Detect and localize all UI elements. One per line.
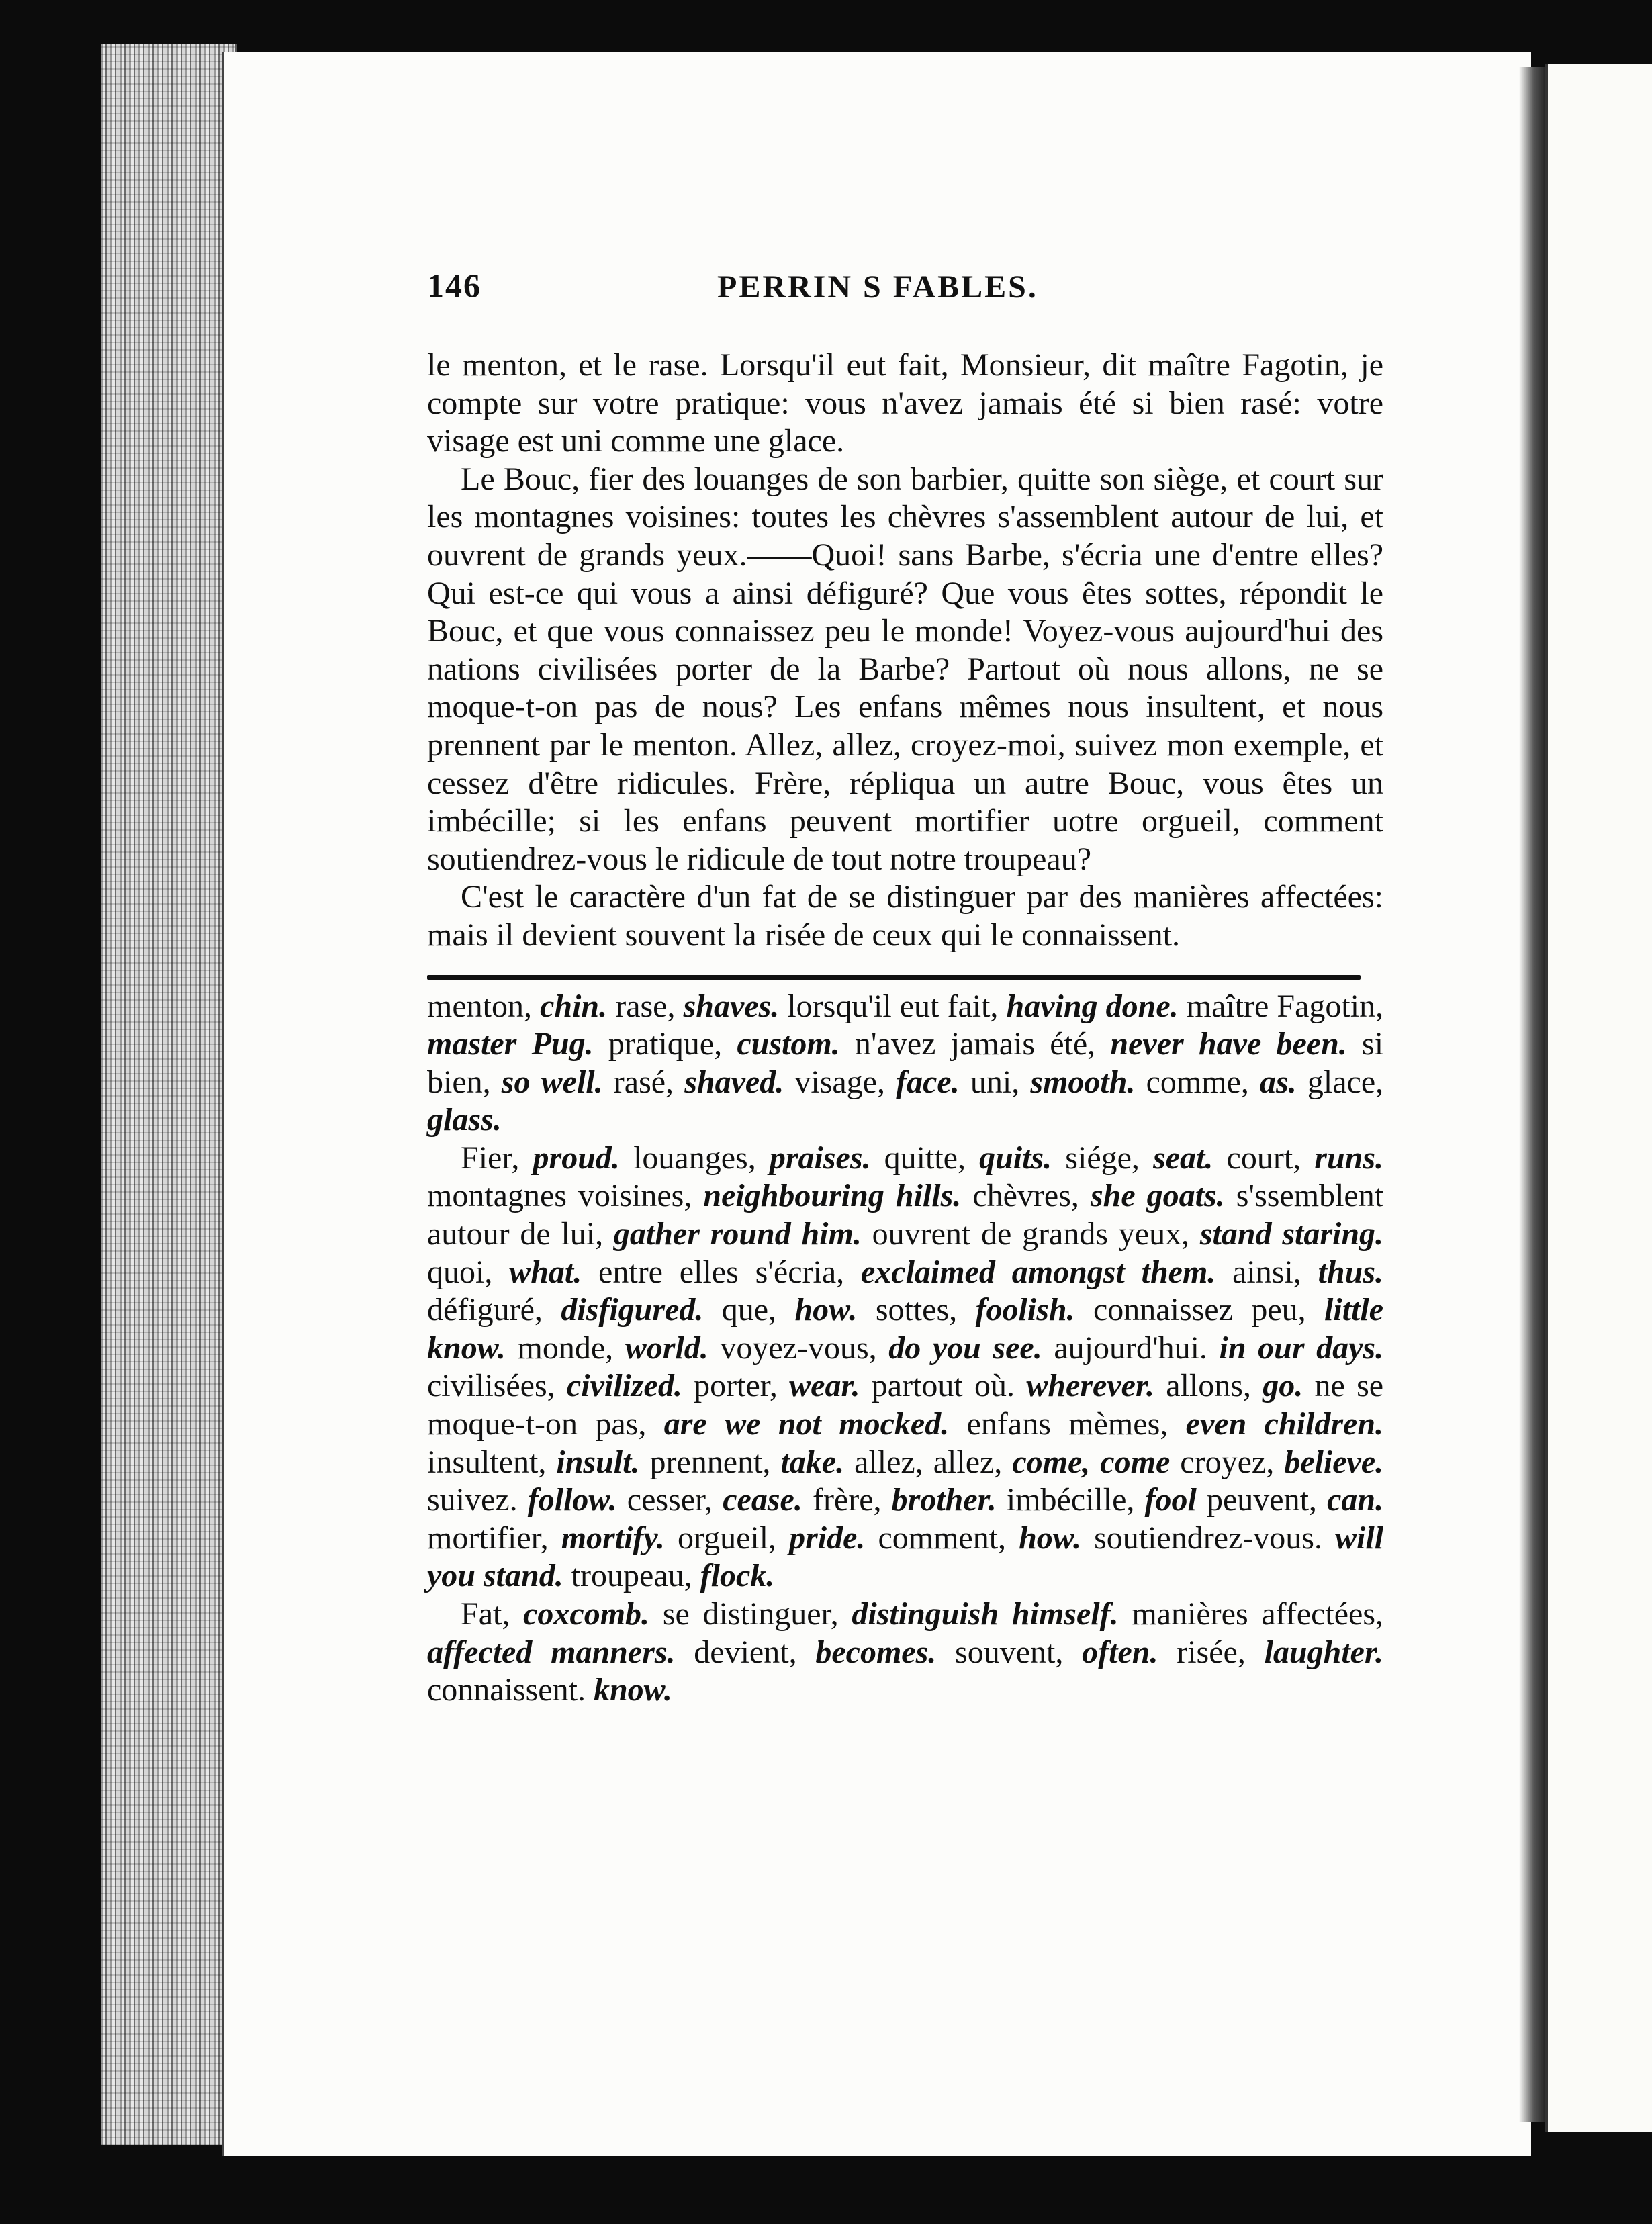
french-term: soutiendrez-vous. xyxy=(1094,1520,1322,1556)
french-term: prennent, xyxy=(649,1444,771,1480)
english-gloss: cease. xyxy=(723,1482,802,1518)
english-gloss: are we not mocked. xyxy=(663,1406,950,1442)
english-gloss: she goats. xyxy=(1090,1178,1225,1214)
english-gloss: do you see. xyxy=(888,1330,1042,1366)
page-number: 146 xyxy=(427,267,481,304)
french-term: troupeau, xyxy=(571,1558,692,1594)
english-gloss: brother. xyxy=(891,1482,997,1518)
english-gloss: come, come xyxy=(1012,1444,1171,1480)
english-gloss: even children. xyxy=(1185,1406,1384,1442)
vocabulary-notes xyxy=(427,988,1383,1710)
facing-page-edge xyxy=(1545,64,1652,2132)
vocabulary-paragraph xyxy=(427,988,1383,1140)
english-gloss: custom. xyxy=(737,1026,840,1062)
english-gloss: in our days. xyxy=(1219,1330,1384,1366)
english-gloss: how. xyxy=(1019,1520,1082,1556)
french-term: uni, xyxy=(970,1064,1020,1100)
english-gloss: proud. xyxy=(533,1140,620,1176)
french-term: imbécille, xyxy=(1006,1482,1135,1518)
french-term: se distinguer, xyxy=(662,1596,839,1632)
vocabulary-paragraph xyxy=(427,1140,1383,1595)
english-gloss: wherever. xyxy=(1026,1368,1154,1404)
section-divider xyxy=(427,975,1361,980)
french-term: rasé, xyxy=(613,1064,674,1100)
fable-paragraph: le menton, et le rase. Lorsqu'il eut fait, Monsieur, dit maître Fagotin, je compte sur votre pratique: vous n'avez jamais été si bien rasé: votre visage est uni comme une glace. xyxy=(427,347,1383,459)
french-term: lorsqu'il eut fait, xyxy=(787,988,999,1024)
english-gloss: stand staring. xyxy=(1199,1216,1384,1252)
french-term: ne se moque-t-on pas, xyxy=(427,1368,1384,1442)
english-gloss: insult. xyxy=(556,1444,640,1480)
french-term: voyez-vous, xyxy=(720,1330,877,1366)
french-term: mortifier, xyxy=(427,1520,549,1556)
english-gloss: shaved. xyxy=(684,1064,784,1100)
french-term: si bien, xyxy=(427,1026,1384,1100)
english-gloss: fool xyxy=(1144,1482,1197,1518)
french-term: ainsi, xyxy=(1232,1254,1301,1290)
english-gloss: praises. xyxy=(769,1140,871,1176)
english-gloss: how. xyxy=(794,1292,858,1328)
french-term: monde, xyxy=(517,1330,614,1366)
english-gloss: having done. xyxy=(1006,988,1179,1024)
english-gloss: laughter. xyxy=(1264,1634,1383,1670)
english-gloss: runs. xyxy=(1314,1140,1384,1176)
english-gloss: believe. xyxy=(1284,1444,1384,1480)
english-gloss: can. xyxy=(1327,1482,1384,1518)
french-term: montagnes voisines, xyxy=(427,1178,692,1214)
english-gloss: master Pug. xyxy=(427,1026,594,1062)
english-gloss: seat. xyxy=(1153,1140,1213,1176)
french-term: connaissent. xyxy=(427,1672,586,1708)
french-term: insultent, xyxy=(427,1444,547,1480)
english-gloss: know. xyxy=(593,1672,672,1708)
english-gloss: little know. xyxy=(427,1292,1384,1366)
french-term: Fat, xyxy=(461,1596,510,1632)
french-term: quitte, xyxy=(884,1140,966,1176)
french-term: enfans mèmes, xyxy=(966,1406,1168,1442)
page-header xyxy=(427,266,1383,310)
page-content xyxy=(427,266,1383,1710)
french-term: allez, allez, xyxy=(854,1444,1003,1480)
page-edges xyxy=(101,44,237,2145)
french-term: frère, xyxy=(812,1482,882,1518)
english-gloss: face. xyxy=(896,1064,960,1100)
french-term: risée, xyxy=(1177,1634,1246,1670)
english-gloss: glass. xyxy=(427,1102,502,1138)
english-gloss: world. xyxy=(625,1330,708,1366)
french-term: rase, xyxy=(615,988,676,1024)
moral-paragraph: C'est le caractère d'un fat de se distinguer par des manières affectées: mais il devient souvent la risée de ceux qui le connaissent. xyxy=(427,879,1383,953)
english-gloss: foolish. xyxy=(975,1292,1075,1328)
french-term: peuvent, xyxy=(1206,1482,1317,1518)
english-gloss: quits. xyxy=(979,1140,1052,1176)
french-term: aujourd'hui. xyxy=(1054,1330,1207,1366)
french-term: menton, xyxy=(427,988,532,1024)
french-term: manières affectées, xyxy=(1132,1596,1384,1632)
french-term: comme, xyxy=(1146,1064,1249,1100)
english-gloss: becomes. xyxy=(815,1634,937,1670)
french-term: pratique, xyxy=(608,1026,723,1062)
french-term: comment, xyxy=(878,1520,1007,1556)
french-term: porter, xyxy=(694,1368,778,1404)
french-term: souvent, xyxy=(955,1634,1064,1670)
french-term: chèvres, xyxy=(972,1178,1079,1214)
english-gloss: thus. xyxy=(1318,1254,1383,1290)
french-term: connaissez peu, xyxy=(1093,1292,1306,1328)
french-term: ouvrent de grands yeux, xyxy=(872,1216,1190,1252)
english-gloss: mortify. xyxy=(561,1520,665,1556)
english-gloss: distinguish himself. xyxy=(852,1596,1119,1632)
english-gloss: flock. xyxy=(700,1558,775,1594)
english-gloss: coxcomb. xyxy=(523,1596,650,1632)
french-term: n'avez jamais été, xyxy=(854,1026,1096,1062)
english-gloss: never have been. xyxy=(1110,1026,1347,1062)
english-gloss: take. xyxy=(780,1444,845,1480)
french-term: croyez, xyxy=(1180,1444,1275,1480)
french-term: siége, xyxy=(1065,1140,1140,1176)
french-term: cesser, xyxy=(627,1482,713,1518)
english-gloss: gather round him. xyxy=(613,1216,862,1252)
french-term: défiguré, xyxy=(427,1292,543,1328)
english-gloss: go. xyxy=(1263,1368,1303,1404)
french-term: quoi, xyxy=(427,1254,493,1290)
french-term: entre elles s'écria, xyxy=(598,1254,845,1290)
english-gloss: what. xyxy=(509,1254,582,1290)
french-term: suivez. xyxy=(427,1482,518,1518)
french-term: louanges, xyxy=(633,1140,756,1176)
english-gloss: as. xyxy=(1260,1064,1297,1100)
english-gloss: affected manners. xyxy=(427,1634,676,1670)
french-term: partout où. xyxy=(871,1368,1015,1404)
french-term: devient, xyxy=(694,1634,797,1670)
french-term: court, xyxy=(1226,1140,1301,1176)
english-gloss: smooth. xyxy=(1030,1064,1136,1100)
english-gloss: exclaimed amongst them. xyxy=(860,1254,1216,1290)
french-term: maître Fagotin, xyxy=(1186,988,1384,1024)
english-gloss: wear. xyxy=(789,1368,860,1404)
french-term: allons, xyxy=(1166,1368,1251,1404)
french-term: orgueil, xyxy=(677,1520,777,1556)
french-term: Fier, xyxy=(461,1140,520,1176)
english-gloss: pride. xyxy=(789,1520,866,1556)
english-gloss: often. xyxy=(1082,1634,1158,1670)
english-gloss: disfigured. xyxy=(561,1292,704,1328)
french-term: visage, xyxy=(794,1064,885,1100)
french-term: sottes, xyxy=(875,1292,958,1328)
french-term: s'ssemblent autour de lui, xyxy=(427,1178,1384,1252)
gutter-shadow xyxy=(1519,67,1546,2122)
french-term: glace, xyxy=(1307,1064,1384,1100)
english-gloss: so well. xyxy=(501,1064,603,1100)
english-gloss: chin. xyxy=(540,988,608,1024)
english-gloss: neighbouring hills. xyxy=(703,1178,962,1214)
fable-paragraph: Le Bouc, fier des louanges de son barbier, quitte son siège, et court sur les montagnes voisines: toutes les chèvres s'assemblent autour de lui, et ouvrent de grands yeux.——Quoi! sans Barbe, s'écria une d'entre elles? Qui est-ce qui vous a ainsi défiguré? Que vous êtes sottes, répondit le Bouc, et que vous connaissez peu le monde! Voyez-vous aujourd'hui des nations civilisées porter de la Barbe? Partout où nous allons, ne se moque-t-on pas de nous? Les enfans mêmes nous insultent, et nous prennent par le menton. Allez, allez, croyez-moi, suivez mon exemple, et cessez d'être ridicules. Frère, répliqua un autre Bouc, vous êtes un imbécille; si les enfans peuvent mortifier uotre orgueil, comment soutiendrez-vous le ridicule de tout notre troupeau? xyxy=(427,461,1383,877)
french-term: que, xyxy=(721,1292,777,1328)
vocabulary-paragraph xyxy=(427,1595,1383,1710)
english-gloss: shaves. xyxy=(683,988,780,1024)
french-term: civilisées, xyxy=(427,1368,555,1404)
fable-text xyxy=(427,346,1383,955)
english-gloss: will you stand. xyxy=(427,1520,1384,1594)
english-gloss: follow. xyxy=(527,1482,617,1518)
english-gloss: civilized. xyxy=(566,1368,682,1404)
running-title: PERRIN S FABLES. xyxy=(717,269,1038,305)
